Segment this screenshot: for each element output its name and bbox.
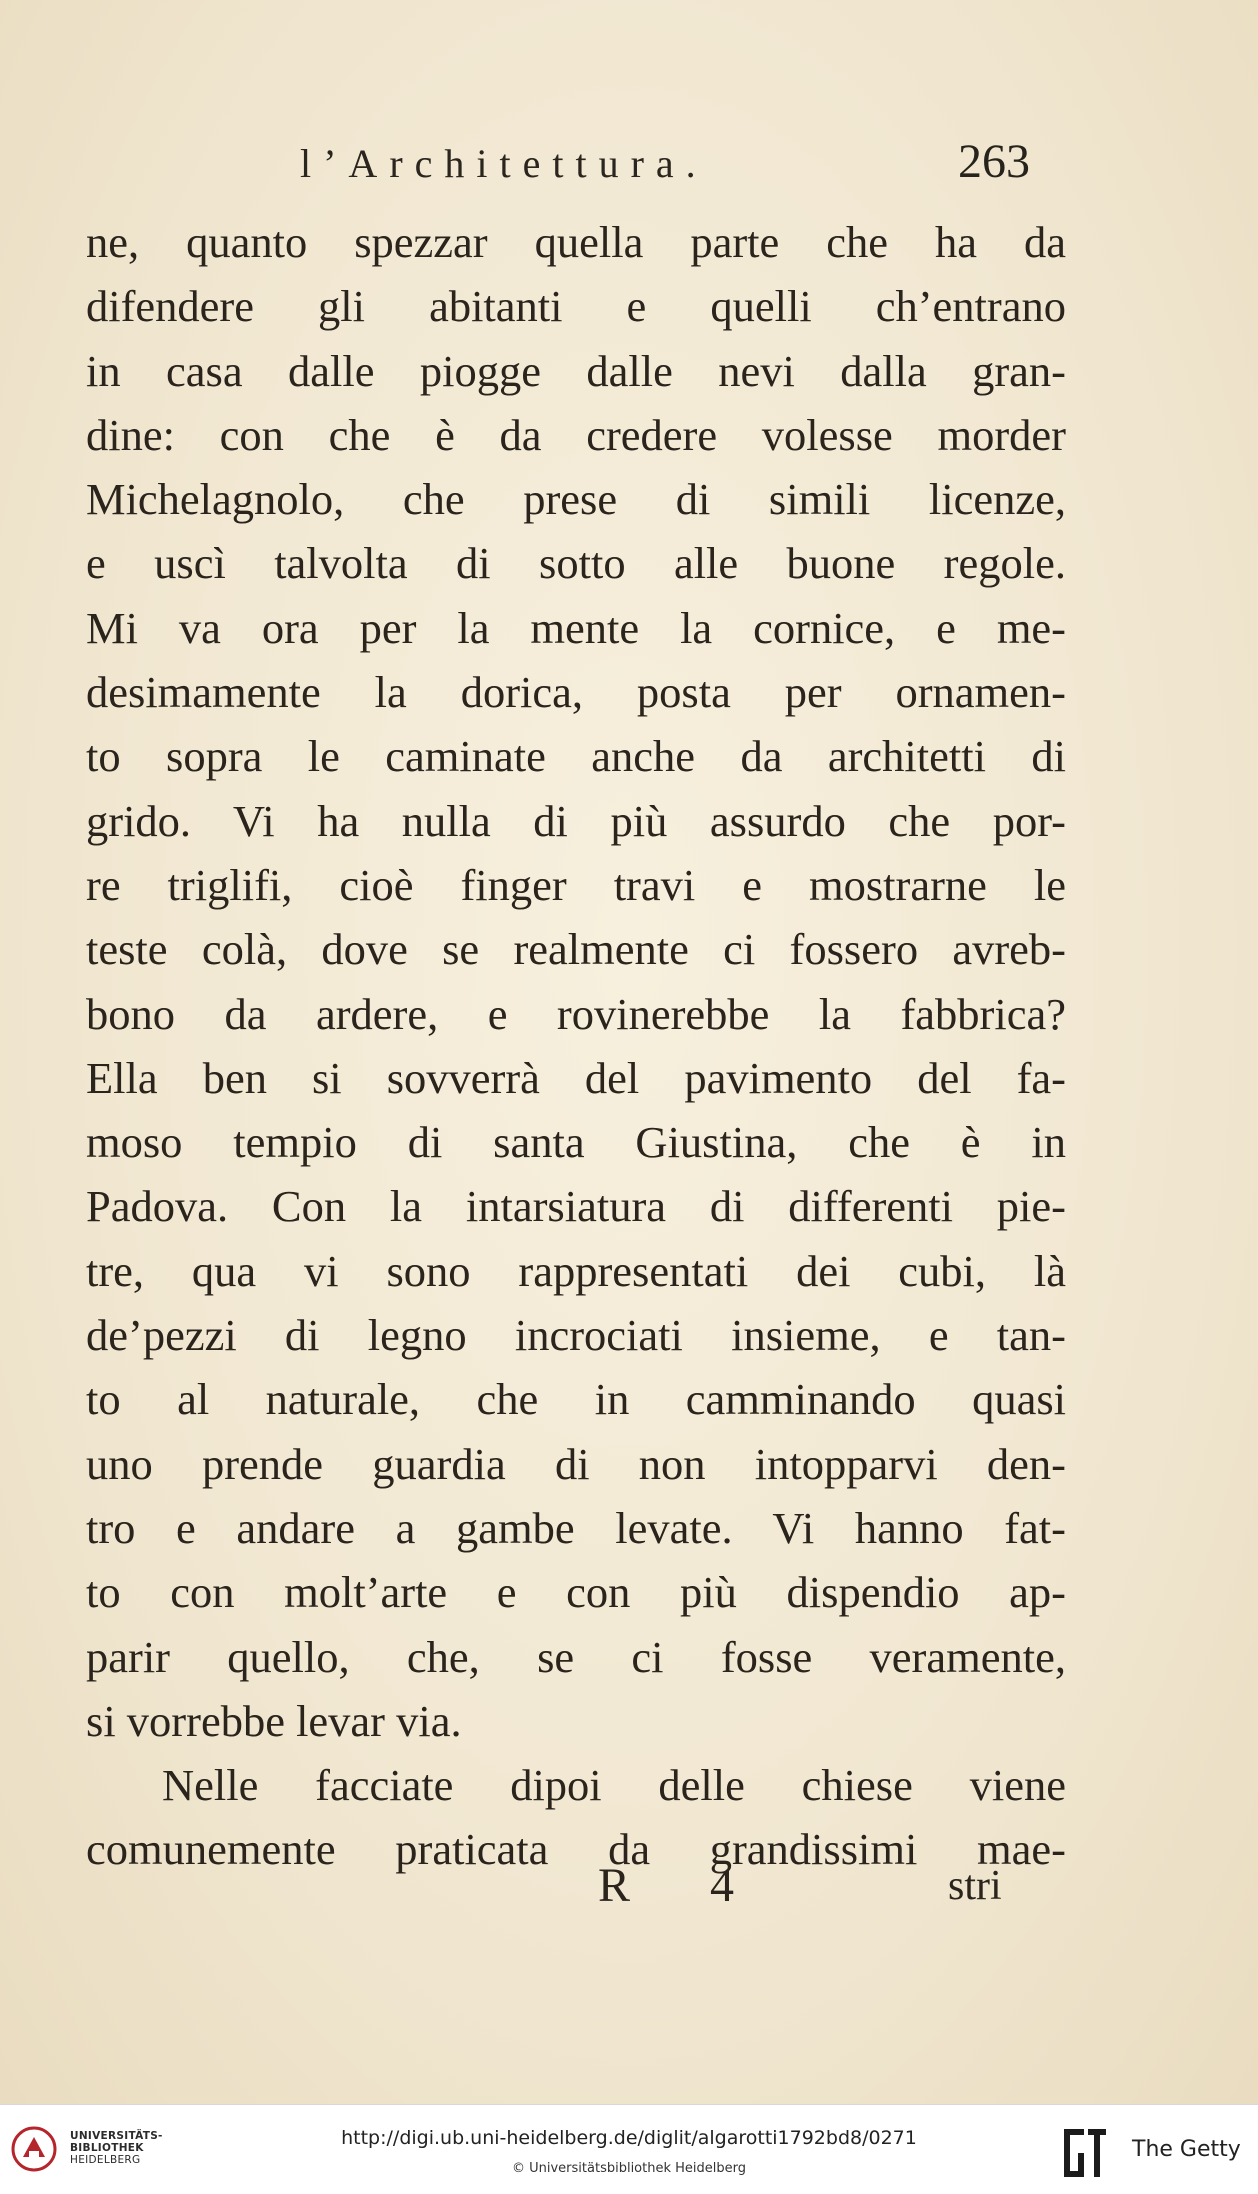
text-line: moso tempio di santa Giustina, che è in [86, 1117, 1066, 1168]
text-line: difendere gli abitanti e quelli ch’entrano [86, 281, 1066, 332]
body-text [86, 210, 1066, 1882]
permalink-url[interactable]: http://digi.ub.uni-heidelberg.de/diglit/algarotti1792bd8/0271 [341, 2127, 917, 2149]
text-line: desimamente la dorica, posta per ornamen- [86, 667, 1066, 718]
text-line: to con molt’arte e con più dispendio ap- [86, 1567, 1066, 1618]
text-line: to sopra le caminate anche da architetti di [86, 731, 1066, 782]
text-line: Michelagnolo, che prese di simili licenze, [86, 474, 1066, 525]
text-line: Ella ben si sovverrà del pavimento del fa- [86, 1052, 1066, 1103]
text-line: dine: con che è da credere volesse morder [86, 409, 1066, 460]
running-title: l’Architettura. [300, 141, 708, 186]
page-number: 263 [958, 135, 1030, 188]
text-line: ne, quanto spezzar quella parte che ha da [86, 217, 1066, 267]
viewer-footer-bar [0, 2104, 1258, 2194]
text-line: e uscì talvolta di sotto alle buone regole. [86, 538, 1066, 589]
page-footer [0, 1858, 1258, 1918]
text-line: de’pezzi di legno incrociati insieme, e tan- [86, 1310, 1066, 1361]
text-line: Padova. Con la intarsiatura di differenti pie- [86, 1181, 1066, 1232]
text-line: uno prende guardia di non intopparvi den- [86, 1438, 1066, 1489]
page-header [0, 135, 1258, 200]
text-line: parir quello, che, se ci fosse veramente, [86, 1631, 1066, 1682]
text-line: Mi va ora per la mente la cornice, e me- [86, 602, 1066, 653]
text-line: in casa dalle piogge dalle nevi dalla gran- [86, 345, 1066, 396]
text-line: comunemente praticata da grandissimi mae- [86, 1824, 1066, 1875]
text-line: re triglifi, cioè finger travi e mostrarne le [86, 859, 1066, 910]
signature-mark: R 4 [598, 1859, 769, 1912]
text-line: tre, qua vi sono rappresentati dei cubi, là [86, 1245, 1066, 1296]
getty-logo-icon[interactable] [1060, 2125, 1110, 2181]
catchword: stri [948, 1863, 1002, 1909]
library-name-line: UNIVERSITÄTS- [70, 2130, 163, 2142]
text-line: tro e andare a gambe levate. Vi hanno fat- [86, 1502, 1066, 1553]
partner-name: The Getty [1132, 2137, 1241, 2162]
text-line: bono da ardere, e rovinerebbe la fabbrica? [86, 988, 1066, 1039]
text-line: grido. Vi ha nulla di più assurdo che por- [86, 795, 1066, 846]
library-name-line: HEIDELBERG [70, 2154, 141, 2166]
text-line: teste colà, dove se realmente ci fossero avreb- [86, 924, 1066, 975]
paragraph-start-line: Nelle facciate dipoi delle chiese viene [162, 1760, 1066, 1811]
copyright-notice: © Universitätsbibliothek Heidelberg [511, 2161, 746, 2176]
text-line: to al naturale, che in camminando quasi [86, 1374, 1066, 1425]
library-name-line: BIBLIOTHEK [70, 2142, 144, 2154]
text-line: si vorrebbe levar via. [86, 1695, 462, 1746]
